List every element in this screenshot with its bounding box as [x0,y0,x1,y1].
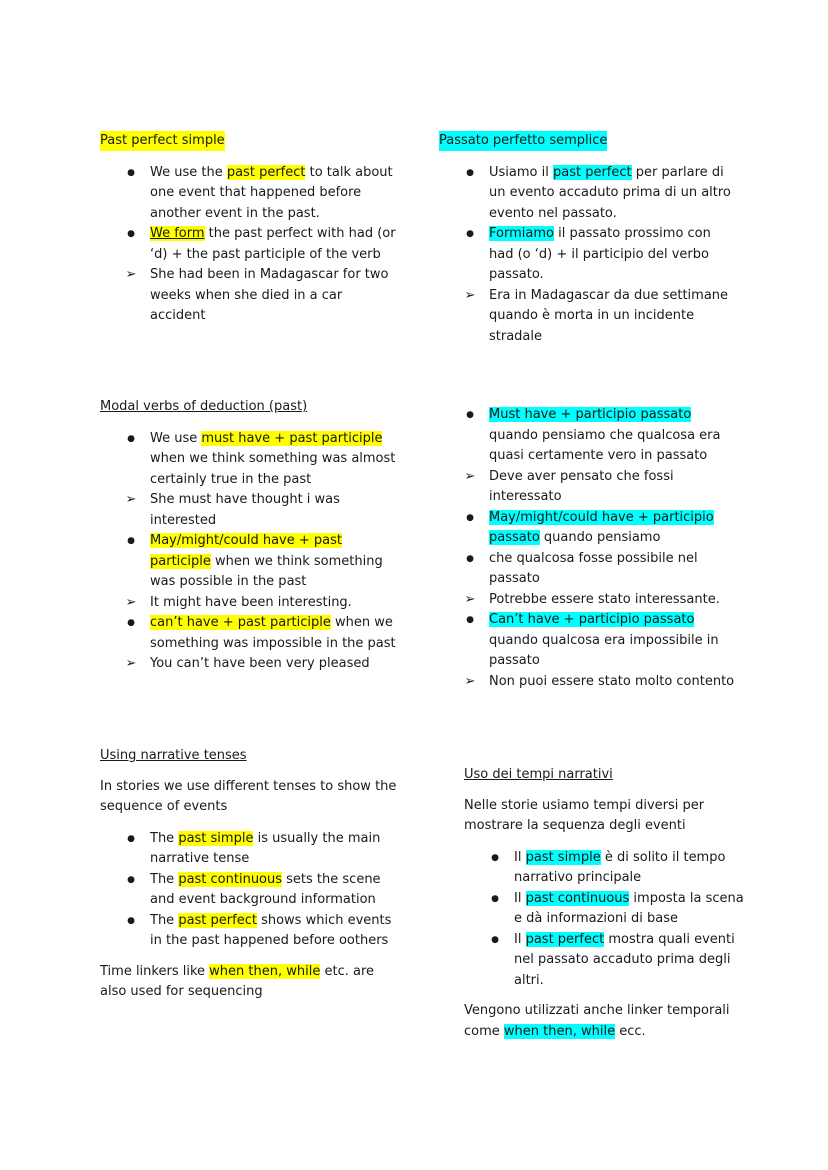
bullet-icon: ● [491,934,499,945]
highlighted-term: must have + past participle [201,430,383,446]
section-modal-verbs [100,397,400,675]
highlighted-term: past perfect [525,931,605,947]
list-item: ● Can’t have + participio passato quando qualcosa era impossibile in passato [439,610,739,672]
list-item: ● The past perfect shows which events in the past happened before oothers [100,911,400,952]
section-title: Uso dei tempi narrativi [464,767,613,782]
list-item: ● can’t have + past participle when we something was impossible in the past [100,613,400,654]
section-intro: Nelle storie usiamo tempi diversi per mostrare la sequenza degli eventi [464,797,705,833]
list-item: ● May/might/could have + past participle when we think something was possible in the past [100,531,400,593]
list-item: ➢ Era in Madagascar da due settimane quando è morta in un incidente stradale [464,287,729,344]
list-item: ➢ Deve aver pensato che fossi interessato [464,468,674,504]
highlighted-term: past simple [178,830,254,846]
highlighted-term: when then, while [503,1023,616,1039]
section-title: Past perfect simple [100,131,225,151]
arrow-bullet-icon: ➢ [464,468,476,484]
bullet-icon: ● [127,618,135,628]
list-item: ● The past continuous sets the scene and event background information [100,870,400,911]
list-item: ● We form the past perfect with had (or ‘d) + the past participle of the verb [100,224,400,265]
list-item: ➢ Non puoi essere stato molto contento [439,672,739,693]
highlighted-term: May/might/could have + participio passato [489,509,714,545]
list-item: ➢ It might have been interesting. [100,593,400,614]
highlighted-term: past perfect [226,164,306,180]
section-verbi-modali [439,405,739,692]
highlighted-term: when then, while [209,963,321,979]
list-item: ● Formiamo il passato prossimo con had (o ‘d) + il participio del verbo passato. [439,224,739,286]
list-item: ● The past simple is usually the main narrative tense [100,829,400,870]
rules-list [439,163,739,348]
arrow-bullet-icon: ➢ [464,287,476,303]
list-item: ● Il past simple è di solito il tempo narrativo principale [464,848,754,889]
list-item: ● We use the past perfect to talk about one event that happened before another event in the past. [100,163,400,225]
rules-list [100,429,400,675]
section-intro: In stories we use different tenses to show the sequence of events [100,778,397,814]
highlighted-term: Can’t have + participio passato [489,612,695,627]
highlighted-term: past perfect [552,164,632,180]
arrow-bullet-icon: ➢ [464,673,476,689]
highlighted-term: We form [150,226,205,241]
section-title: Passato perfetto semplice [439,131,607,151]
highlighted-term: past continuous [525,890,630,906]
rules-list [439,405,739,692]
section-tempi-narrativi [464,765,754,1042]
bullet-icon: ● [127,433,135,444]
list-item: ● Usiamo il past perfect per parlare di un evento accaduto prima di un altro evento nel passato. [439,163,739,225]
bullet-icon: ● [127,833,135,844]
list-item: ● Il past perfect mostra quali eventi nel passato accaduto prima degli altri. [464,930,754,992]
list-item: ● Must have + participio passato quando pensiamo che qualcosa era quasi certamente vero in passato [439,405,739,467]
section-title: Modal verbs of deduction (past) [100,399,308,414]
list-item: ➢ She had been in Madagascar for two weeks when she died in a car accident [125,267,389,323]
bullet-icon: ● [466,410,474,420]
arrow-bullet-icon: ➢ [464,591,476,607]
rules-list [100,163,400,327]
bullet-icon: ● [127,915,135,926]
section-past-perfect-simple [100,131,400,327]
bullet-icon: ● [491,852,499,863]
list-item: ➢ Potrebbe essere stato interessante. [439,590,739,611]
highlighted-term: can’t have + past participle [150,615,331,630]
bullet-icon: ● [127,167,135,178]
bullet-icon: ● [491,893,499,904]
highlighted-term: Must have + participio passato [489,407,692,422]
bullet-icon: ● [466,553,474,564]
arrow-bullet-icon: ➢ [125,594,137,610]
highlighted-term: past perfect [178,912,257,928]
highlighted-term: Formiamo [489,226,554,241]
list-item: ● che qualcosa fosse possibile nel passato [439,549,739,590]
bullet-icon: ● [466,512,474,523]
bullet-icon: ● [466,167,474,178]
section-narrative-tenses [100,746,400,1003]
arrow-bullet-icon: ➢ [125,267,137,282]
arrow-bullet-icon: ➢ [125,492,137,507]
list-item: ● We use must have + past participle when we think something was almost certainly true in the past [100,429,400,491]
section-outro: Time linkers like when then, while etc. are also used for sequencing [100,963,375,999]
highlighted-term: past simple [525,849,601,865]
bullet-icon: ● [127,536,135,546]
bullet-icon: ● [127,229,135,239]
highlighted-term: past continuous [178,871,283,887]
list-item: ● Il past continuous imposta la scena e dà informazioni di base [464,889,754,930]
section-title: Using narrative tenses [100,748,247,763]
rules-list [464,848,754,992]
bullet-icon: ● [127,874,135,885]
rules-list [100,829,400,952]
highlighted-term: May/might/could have + past participle [150,533,342,569]
bullet-icon: ● [466,229,474,239]
list-item: ● May/might/could have + participio passato quando pensiamo [439,508,739,549]
section-passato-perfetto [439,131,739,347]
section-outro: Vengono utilizzati anche linker temporali come when then, while ecc. [464,1003,730,1039]
bullet-icon: ● [466,615,474,625]
arrow-bullet-icon: ➢ [125,656,137,671]
list-item: ➢ She must have thought i was interested [125,492,340,528]
list-item: ➢ You can’t have been very pleased [100,654,400,675]
